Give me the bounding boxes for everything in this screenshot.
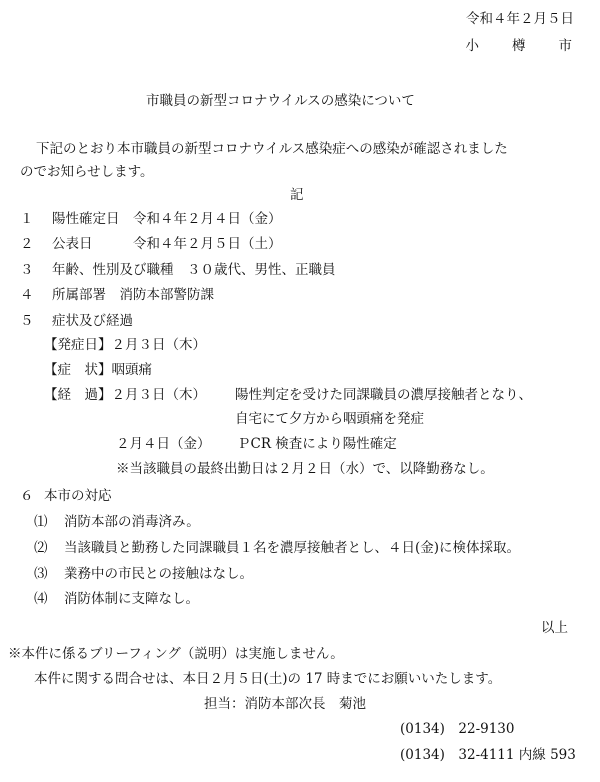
document-title: 市職員の新型コロナウイルスの感染について [146,93,415,109]
progress-date-2: ２月４日（金） [116,436,211,452]
progress-date-2-text: ＰCR 検査により陽性確定 [237,436,397,452]
briefing-note: ※本件に係るブリーフィング（説明）は実施しません。 [8,646,344,662]
progress-line-2: 自宅にて夕方から咽頭痛を発症 [235,411,424,427]
progress-line-1: 陽性判定を受けた同課職員の濃厚接触者となり、 [235,387,532,403]
contact-phone-2: (0134) 32-4111 内線 593 [400,747,576,763]
item-3-number: ３ [20,262,34,278]
response-4-number: ⑷ [34,591,48,607]
item-1-number: １ [20,211,34,227]
document-date: 令和４年２月５日 [466,11,574,27]
item-4-text: 所属部署 消防本部警防課 [52,287,214,303]
item-6-heading: 本市の対応 [44,488,112,504]
item-5-number: ５ [20,313,34,329]
ki-marker: 記 [290,187,304,203]
item-1-text: 陽性確定日 令和４年２月４日（金） [52,211,282,227]
response-3-text: 業務中の市民との接触はなし。 [64,566,253,582]
item-3-text: 年齢、性別及び職種 ３０歳代、男性、正職員 [52,262,336,278]
contact-person: 担当：消防本部次長 菊池 [204,696,366,712]
last-workday-note: ※当該職員の最終出勤日は２月２日（水）で、以降勤務なし。 [116,461,494,477]
response-1-text: 消防本部の消毒済み。 [64,514,200,530]
item-4-number: ４ [20,287,34,303]
response-2-text: 当該職員と勤務した同課職員１名を濃厚接触者とし、４日(金)に検体採取。 [64,540,521,556]
progress-label: 【経 過】２月３日（木） [44,387,206,403]
item-6-number: ６ [20,488,34,504]
symptom: 【症 状】咽頭痛 [44,362,152,378]
intro-line-2: のでお知らせします。 [20,164,154,180]
response-1-number: ⑴ [34,514,48,530]
onset-date: 【発症日】２月３日（木） [44,337,206,353]
closing-mark: 以上 [541,620,568,636]
response-2-number: ⑵ [34,540,48,556]
issuer-name: 小 樽 市 [465,38,574,54]
contact-phone-1: (0134) 22-9130 [400,721,515,737]
item-2-number: ２ [20,236,34,252]
response-4-text: 消防体制に支障なし。 [64,591,199,607]
response-3-number: ⑶ [34,566,48,582]
item-5-text: 症状及び経過 [52,313,133,329]
intro-line-1: 下記のとおり本市職員の新型コロナウイルス感染症への感染が確認されました [36,141,508,157]
item-2-text: 公表日 令和４年２月５日（土） [52,236,282,252]
inquiry-note: 本件に関する問合せは、本日２月５日(土)の 17 時までにお願いいたします。 [34,671,502,687]
